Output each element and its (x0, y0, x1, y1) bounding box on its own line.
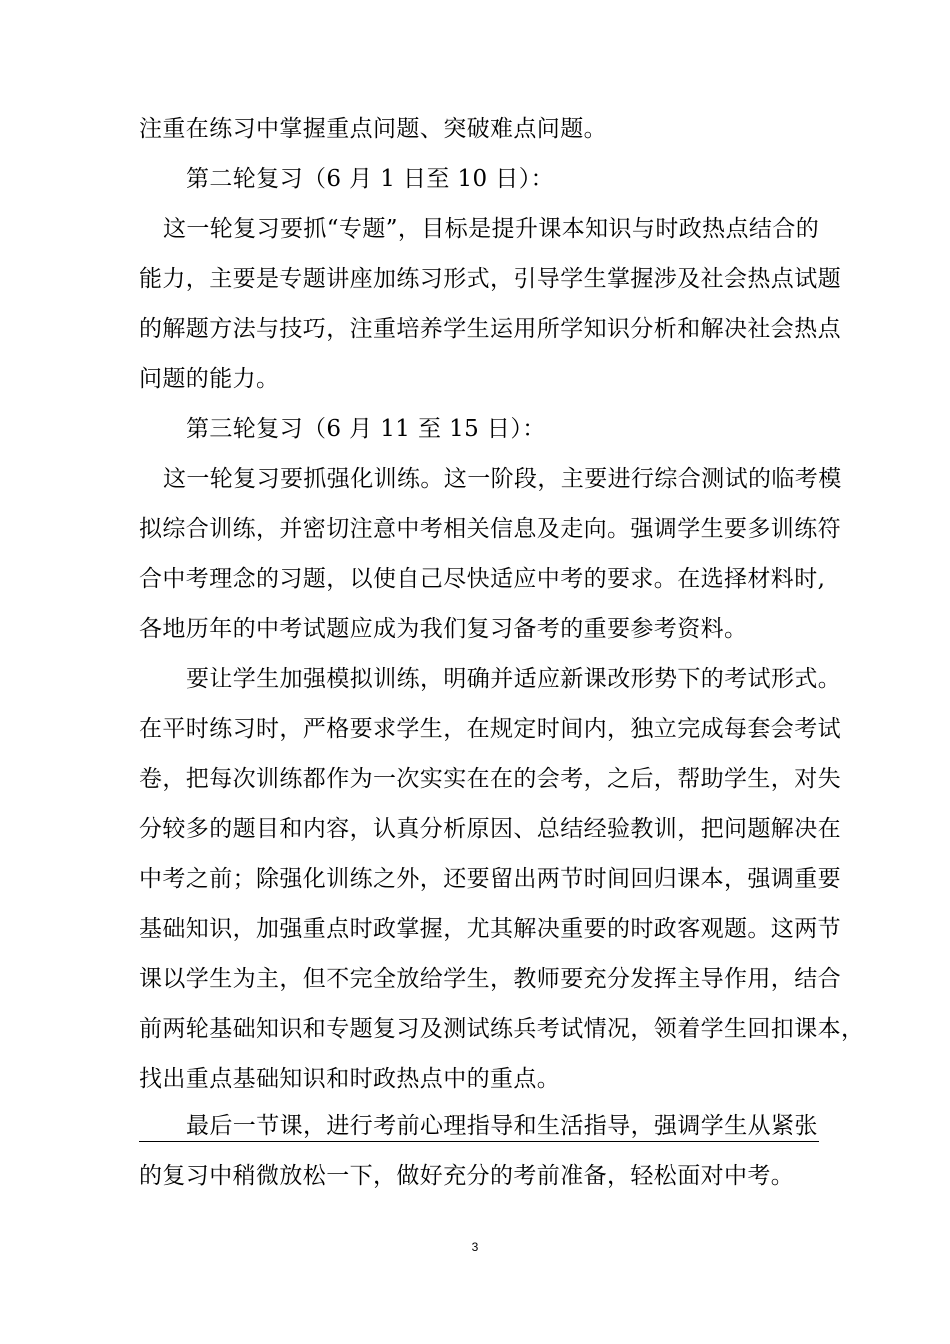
text-line: 找出重点基础知识和时政热点中的重点。 (139, 1066, 561, 1092)
text-line: 合中考理念的习题，以使自己尽快适应中考的要求。在选择材料时, (139, 566, 826, 592)
text-line: 拟综合训练，并密切注意中考相关信息及走向。强调学生要多训练符 (139, 516, 841, 542)
section-heading: 第二轮复习（6 月 1 日至 10 日）： (186, 166, 554, 192)
text-line: 基础知识，加强重点时政掌握，尤其解决重要的时政客观题。这两节 (139, 916, 841, 942)
text-line: 的复习中稍微放松一下，做好充分的考前准备，轻松面对中考。 (139, 1163, 795, 1189)
text-line: 问题的能力。 (139, 366, 280, 392)
text-line: 最后一节课，进行考前心理指导和生活指导，强调学生从紧张 (186, 1113, 818, 1139)
section-heading: 第三轮复习（6 月 11 至 15 日）： (186, 416, 546, 442)
text-line: 要让学生加强模拟训练，明确并适应新课改形势下的考试形式。 (186, 666, 842, 692)
horizontal-rule (139, 1141, 819, 1142)
text-line: 这一轮复习要抓“专题”，目标是提升课本知识与时政热点结合的 (163, 216, 820, 242)
text-line: 课以学生为主，但不完全放给学生，教师要充分发挥主导作用，结合 (139, 966, 841, 992)
text-line: 前两轮基础知识和专题复习及测试练兵考试情况，领着学生回扣课本， (139, 1016, 865, 1042)
text-line: 中考之前；除强化训练之外，还要留出两节时间回归课本，强调重要 (139, 866, 841, 892)
text-line: 能力，主要是专题讲座加练习形式，引导学生掌握涉及社会热点试题 (139, 266, 841, 292)
text-line: 的解题方法与技巧，注重培养学生运用所学知识分析和解决社会热点 (139, 316, 841, 342)
text-line: 这一轮复习要抓强化训练。这一阶段，主要进行综合测试的临考模 (163, 466, 842, 492)
page-number: 3 (471, 1240, 479, 1254)
text-line: 在平时练习时，严格要求学生，在规定时间内，独立完成每套会考试 (139, 716, 841, 742)
text-line: 各地历年的中考试题应成为我们复习备考的重要参考资料。 (139, 616, 748, 642)
text-line: 注重在练习中掌握重点问题、突破难点问题。 (139, 116, 607, 142)
text-line: 分较多的题目和内容，认真分析原因、总结经验教训，把问题解决在 (139, 816, 841, 842)
text-line: 卷，把每次训练都作为一次实实在在的会考，之后，帮助学生，对失 (139, 766, 841, 792)
